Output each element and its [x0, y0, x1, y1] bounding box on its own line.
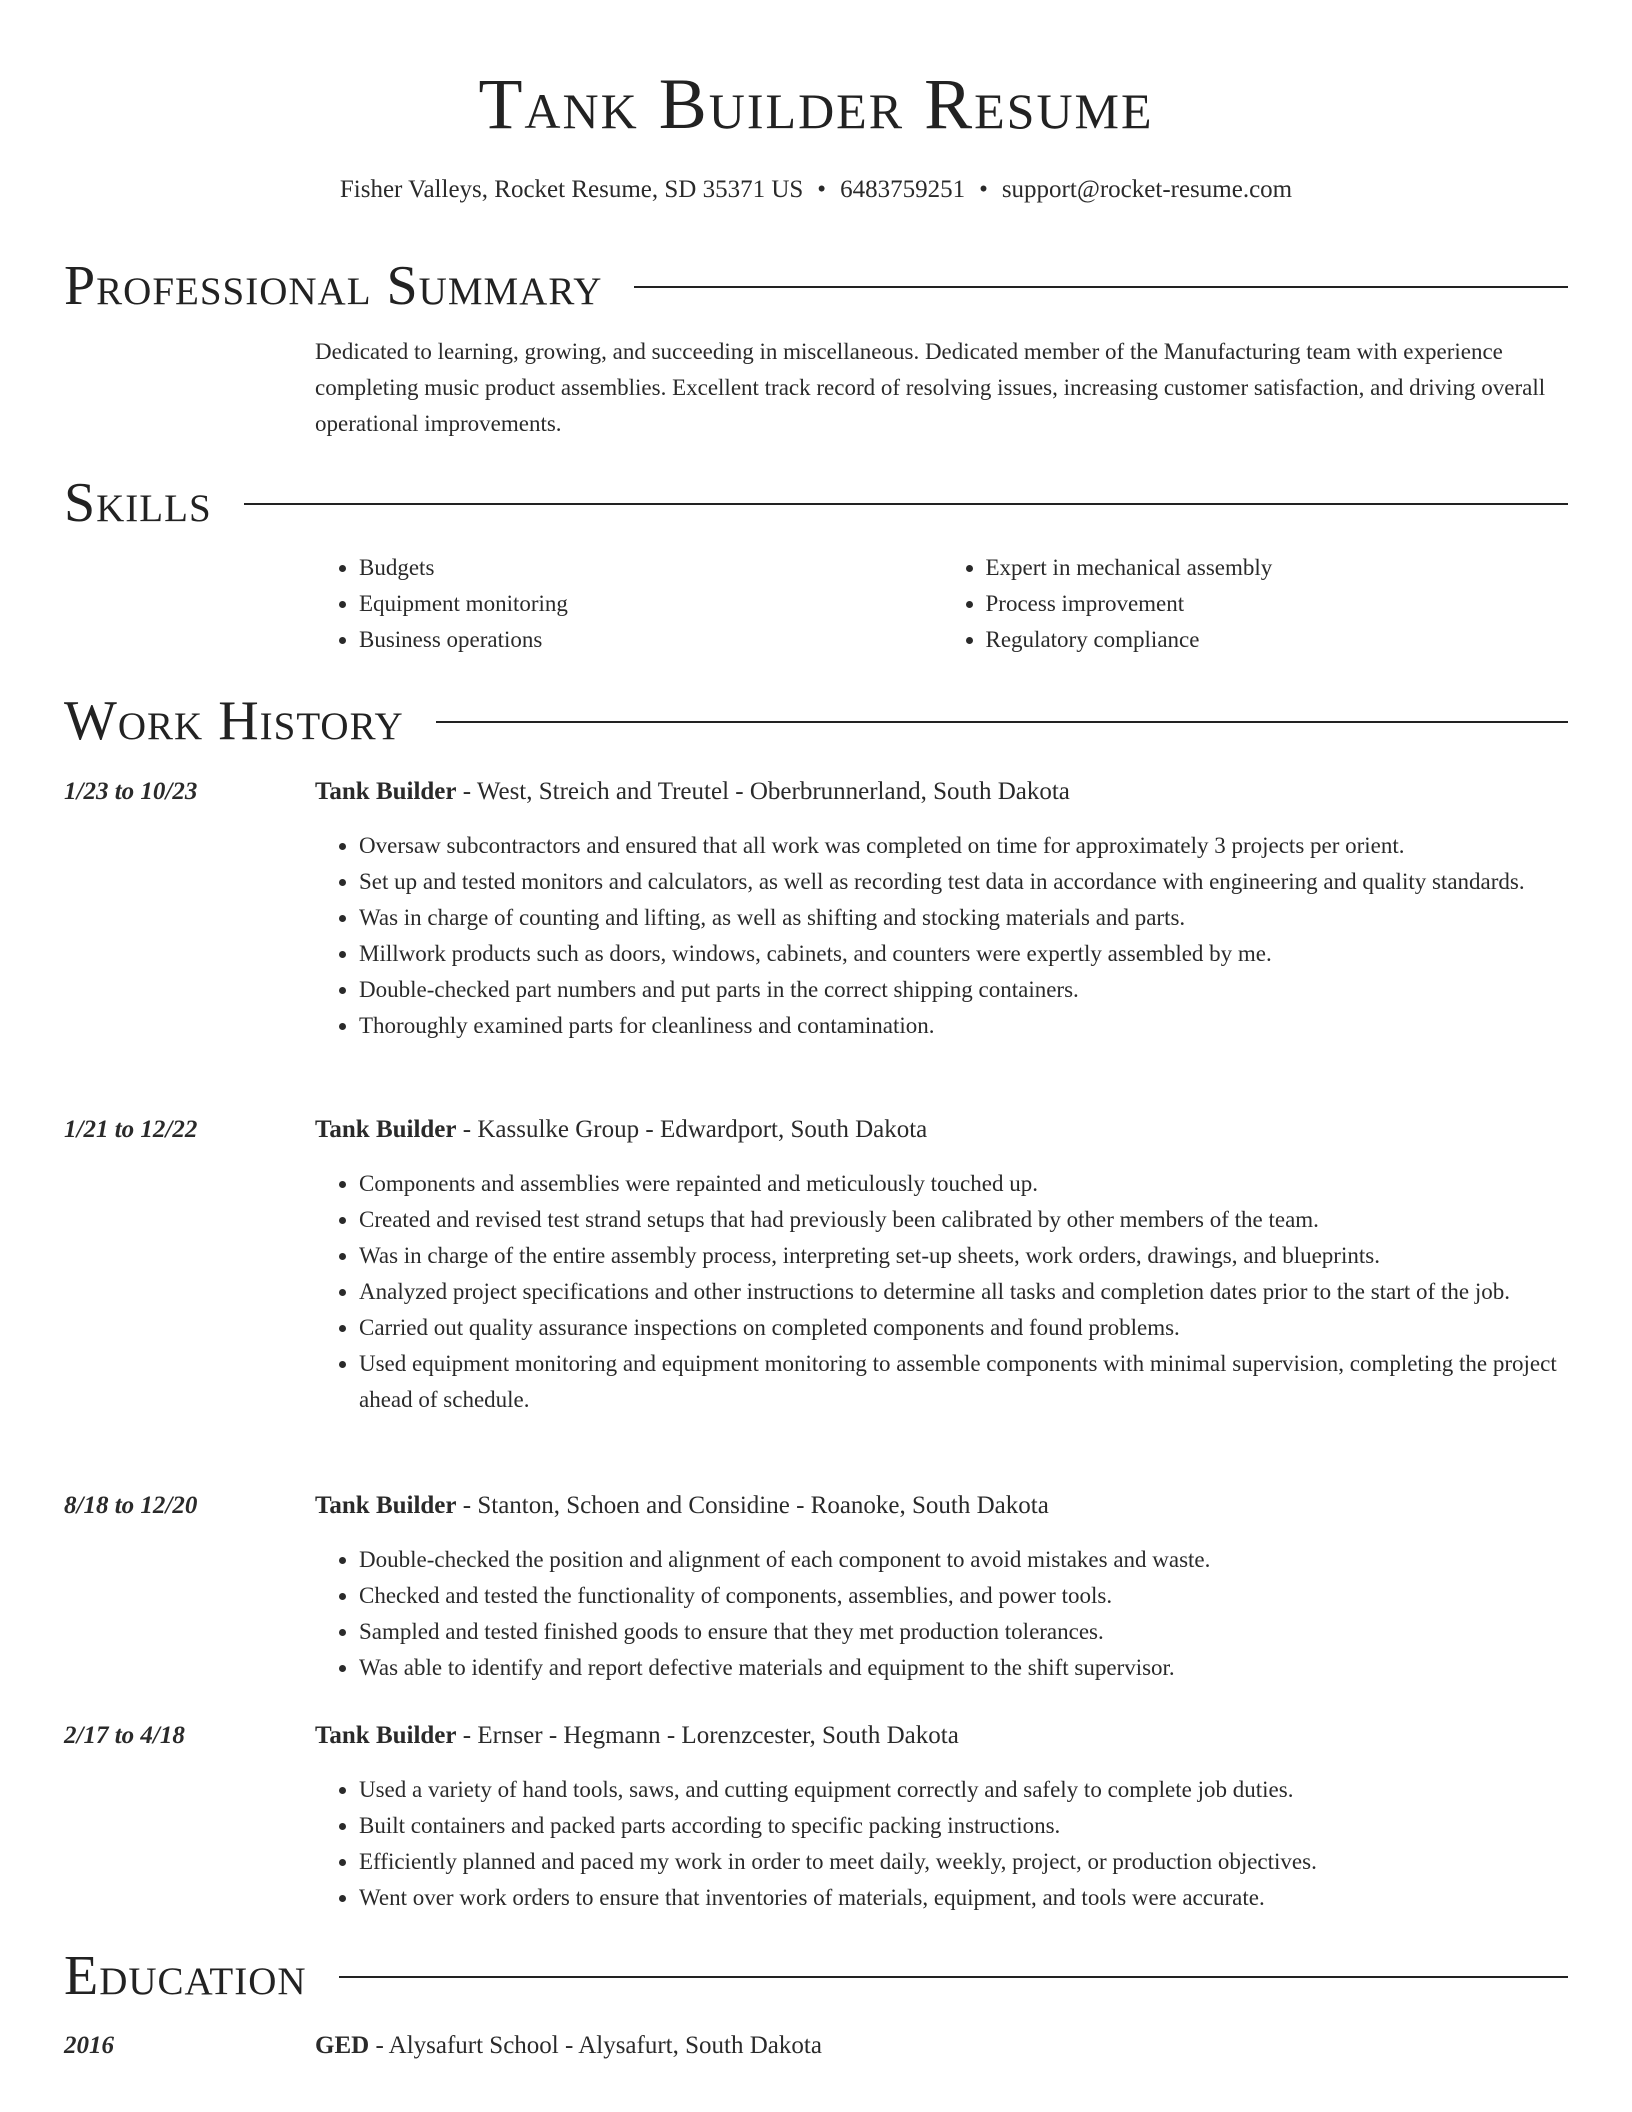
job-duty: • Was in charge of counting and lifting, as well as shifting and stocking materials and parts.: [359, 900, 1568, 936]
contact-line: [64, 174, 1568, 206]
job-duty: • Thoroughly examined parts for cleanliness and contamination.: [359, 1008, 1568, 1044]
job-heading: [315, 1720, 1568, 1752]
section-title-summary: Professional Summary: [64, 255, 603, 317]
skill-item: • Regulatory compliance: [986, 622, 1569, 658]
job-title: Tank Builder: [315, 1492, 457, 1519]
job-duty: • Sampled and tested finished goods to ensure that they met production tolerances.: [359, 1614, 1568, 1650]
job-entry: [64, 1114, 1568, 1418]
summary-text: Dedicated to learning, growing, and succeeding in miscellaneous. Dedicated member of the Manufacturing team with experience completing music product assemblies. Excellent track record of resolving issues, increasing customer satisfaction, and driving overall operational improvements.: [315, 339, 1546, 436]
contact-separator: •: [817, 176, 827, 203]
job-duties: [315, 828, 1568, 1044]
section-divider: [339, 1976, 1568, 1978]
skill-item: • Budgets: [359, 550, 942, 586]
job-duty: • Double-checked part numbers and put parts in the correct shipping containers.: [359, 972, 1568, 1008]
section-divider: [436, 721, 1568, 723]
section-divider: [244, 503, 1568, 505]
job-employer: - Ernser - Hegmann - Lorenzcester, South Dakota: [456, 1722, 959, 1749]
skills-column-left: [315, 550, 942, 658]
job-dates: 1/23 to 10/23: [64, 778, 198, 805]
education-school: - Alysafurt School - Alysafurt, South Dakota: [369, 2032, 822, 2059]
education-entry: [64, 2030, 1568, 2062]
job-duty: • Oversaw subcontractors and ensured that all work was completed on time for approximately 3 projects per orient.: [359, 828, 1568, 864]
skill-item: • Business operations: [359, 622, 942, 658]
job-duty: • Used a variety of hand tools, saws, and cutting equipment correctly and safely to complete job duties.: [359, 1772, 1568, 1808]
job-duty: • Was in charge of the entire assembly process, interpreting set-up sheets, work orders, drawings, and blueprints.: [359, 1238, 1568, 1274]
contact-email: support@rocket-resume.com: [1001, 176, 1293, 203]
job-duty: • Checked and tested the functionality of components, assemblies, and power tools.: [359, 1578, 1568, 1614]
job-duty: • Went over work orders to ensure that inventories of materials, equipment, and tools were accurate.: [359, 1880, 1568, 1916]
job-title: Tank Builder: [315, 1722, 457, 1749]
section-header-education: [64, 1946, 1568, 2006]
job-employer: - Kassulke Group - Edwardport, South Dakota: [456, 1116, 928, 1143]
job-title: Tank Builder: [315, 778, 457, 805]
job-duties: [315, 1542, 1568, 1686]
skills-column-right: [942, 550, 1569, 658]
section-title-skills: Skills: [64, 472, 212, 534]
job-duty: • Efficiently planned and paced my work in order to meet daily, weekly, project, or production objectives.: [359, 1844, 1568, 1880]
education-degree: GED: [315, 2032, 370, 2059]
skill-item: • Process improvement: [986, 586, 1569, 622]
skill-item: • Equipment monitoring: [359, 586, 942, 622]
section-title-work-history: Work History: [64, 690, 404, 752]
skills-list: [315, 550, 1568, 658]
job-entry: [64, 1490, 1568, 1686]
job-entry: [64, 776, 1568, 1044]
job-duties: [315, 1772, 1568, 1916]
job-duty: • Millwork products such as doors, windows, cabinets, and counters were expertly assembled by me.: [359, 936, 1568, 972]
section-divider: [634, 286, 1568, 288]
job-duty: • Was able to identify and report defective materials and equipment to the shift supervisor.: [359, 1650, 1568, 1686]
job-dates: 8/18 to 12/20: [64, 1492, 198, 1519]
job-duties: [315, 1166, 1568, 1418]
contact-separator: •: [979, 176, 988, 203]
contact-phone: 6483759251: [840, 176, 966, 203]
job-heading: [315, 1490, 1568, 1522]
job-heading: [315, 776, 1568, 808]
section-title-education: Education: [64, 1945, 307, 2007]
job-duty: • Created and revised test strand setups that had previously been calibrated by other members of the team.: [359, 1202, 1568, 1238]
job-duty: • Carried out quality assurance inspections on completed components and found problems.: [359, 1310, 1568, 1346]
contact-address: Fisher Valleys, Rocket Resume, SD 35371 US: [339, 176, 804, 203]
job-duty: • Used equipment monitoring and equipment monitoring to assemble components with minimal supervision, completing the project ahead of schedule.: [359, 1346, 1568, 1418]
resume-page: [64, 0, 1568, 2059]
section-header-summary: [64, 256, 1568, 316]
job-duty: • Analyzed project specifications and other instructions to determine all tasks and completion dates prior to the start of the job.: [359, 1274, 1568, 1310]
job-dates: 2/17 to 4/18: [64, 1722, 185, 1749]
job-duty: • Built containers and packed parts according to specific packing instructions.: [359, 1808, 1568, 1844]
skill-item: • Expert in mechanical assembly: [986, 550, 1569, 586]
section-header-work-history: [64, 691, 1568, 751]
job-employer: - Stanton, Schoen and Considine - Roanoke, South Dakota: [456, 1492, 1049, 1519]
job-heading: [315, 1114, 1568, 1146]
job-duty: • Double-checked the position and alignment of each component to avoid mistakes and waste.: [359, 1542, 1568, 1578]
job-dates: 1/21 to 12/22: [64, 1116, 198, 1143]
resume-title: Tank Builder Resume: [478, 64, 1154, 144]
education-date: 2016: [64, 2032, 114, 2059]
section-header-skills: [64, 473, 1568, 533]
job-entry: [64, 1720, 1568, 1916]
job-duty: • Components and assemblies were repainted and meticulously touched up.: [359, 1166, 1568, 1202]
job-title: Tank Builder: [315, 1116, 457, 1143]
job-employer: - West, Streich and Treutel - Oberbrunnerland, South Dakota: [456, 778, 1070, 805]
education-heading: [315, 2030, 1568, 2062]
job-duty: • Set up and tested monitors and calculators, as well as recording test data in accordance with engineering and quality standards.: [359, 864, 1568, 900]
